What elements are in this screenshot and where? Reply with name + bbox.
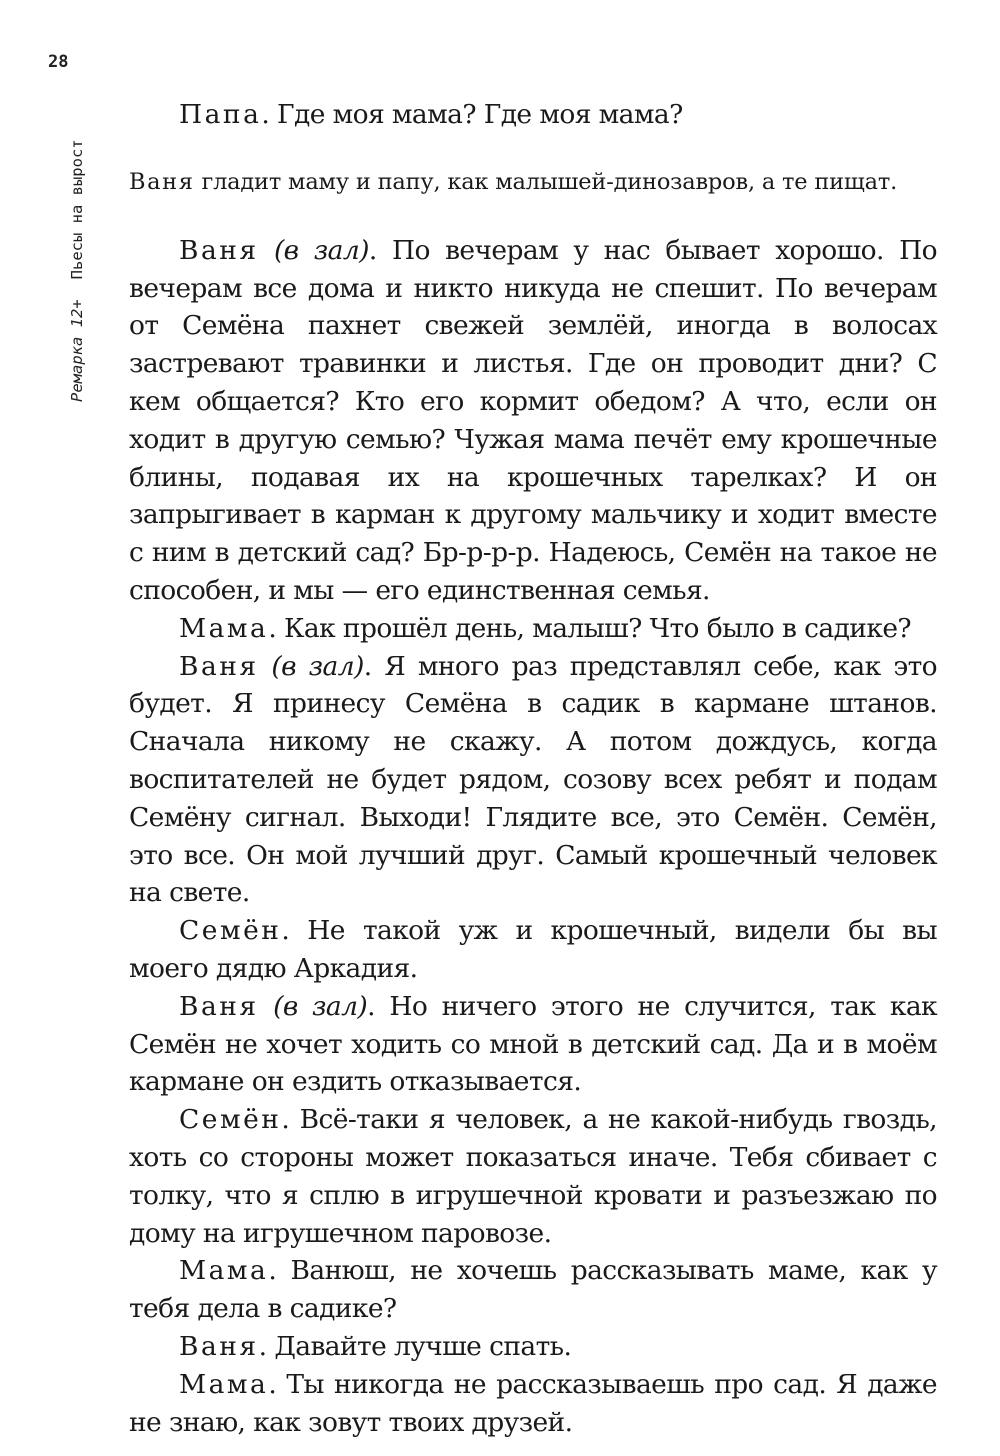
running-head [68, 139, 86, 402]
speaker-name: Семён [179, 1104, 282, 1136]
speaker-name: Семён [179, 915, 282, 947]
speech-text: По вечерам у нас бывает хорошо. По вечерам все дома и никто никуда не спешит. По вечерам от Семёна пахнет свежей землёй, иногда в волосах застревают травинки и листья. Где он проводит дни? С кем общается? Кто его кормит обедом? А что, если он ходит в другую семью? Чужая мама печёт ему крошечные блины, подавая их на крошечных тарелках? И он запрыгивает в карман к другому мальчику и ходит вместе с ним в детский сад? Бр-р-р-р. Надеюсь, Семён на такое не способен, и мы — его единственная семья. [129, 234, 937, 606]
speech-text: Но ничего этого не случится, так как Семён не хочет ходить со мной в детский сад. Да и в моём кармане он ездить отказывается. [129, 990, 937, 1098]
speech-text: Ванюш, не хочешь рассказывать маме, как у тебя дела в садике? [129, 1255, 937, 1325]
speech-text: Как прошёл день, малыш? Что было в садике? [284, 612, 912, 644]
speech-line: Мама. Ты никогда не рассказываешь про сад. Я даже не знаю, как зовут твоих друзей. [129, 1368, 937, 1438]
page-number: 28 [48, 52, 69, 72]
speech-line: Мама. Ванюш, не хочешь рассказывать маме, как у тебя дела в садике? [129, 1255, 937, 1325]
speaker-note: (в зал) [273, 990, 368, 1022]
speaker-name: Мама [179, 612, 269, 644]
speech-line: Ваня. Давайте лучше спать. [179, 1330, 572, 1362]
speech-line: Ваня (в зал). Я много раз представлял себе, как это будет. Я принесу Семёна в садик в кармане штанов. Сначала никому не скажу. А потом дождусь, когда воспитателей не будет рядом, созову всех ребят и подам Семёну сигнал. Выходи! Глядите все, это Семён. Семён, это все. Он мой лучший друг. Самый крошечный человек на свете. [129, 650, 937, 909]
speaker-name: Ваня [179, 234, 259, 266]
speaker-name: Мама [179, 1255, 269, 1287]
speaker-note: (в зал) [273, 234, 369, 266]
speech-text: Ты никогда не рассказываешь про сад. Я даже не знаю, как зовут твоих друзей. [129, 1368, 937, 1438]
speaker-name: Папа [179, 99, 262, 130]
speaker-name: Ваня [179, 1330, 259, 1362]
speech-text: Я много раз представлял себе, как это будет. Я принесу Семёна в садик в кармане штанов. Сначала никому не скажу. А потом дождусь, когда воспитателей не будет рядом, созову всех ребят и подам Семёну сигнал. Выходи! Глядите все, это Семён. Семён, это все. Он мой лучший друг. Самый крошечный человек на свете. [129, 650, 937, 909]
play-text [129, 96, 937, 1441]
speech-line: Папа. Где моя мама? Где моя мама? [179, 99, 683, 130]
running-head-series: Ремарка 12+ [68, 299, 86, 402]
speaker-name: Ваня [179, 650, 259, 682]
stage-direction [129, 167, 937, 197]
speech-line: Ваня (в зал). Но ничего этого не случится, так как Семён не хочет ходить со мной в детский сад. Да и в моём кармане он ездить отказывается. [129, 990, 937, 1098]
speech-line: Мама. Как прошёл день, малыш? Что было в садике? [179, 612, 912, 644]
speech-text: Где моя мама? Где моя мама? [277, 99, 683, 130]
stage-direction-text: гладит маму и папу, как малышей-динозавров, а те пищат. [201, 168, 898, 195]
running-head-book: Пьесы на вырост [68, 139, 86, 280]
speech-text: Всё-таки я человек, а не какой-нибудь гвоздь, хоть со стороны может показаться иначе. Тебя сбивает с толку, что я сплю в игрушечной кровати и разъезжаю по дому на игрушечном паровозе. [129, 1104, 938, 1249]
speech-line: Семён. Всё-таки я человек, а не какой-нибудь гвоздь, хоть со стороны может показаться иначе. Тебя сбивает с толку, что я сплю в игрушечной кровати и разъезжаю по дому на игрушечном паровозе. [129, 1104, 938, 1249]
speaker-name: Мама [179, 1368, 269, 1400]
stage-direction-character: Ваня [129, 168, 195, 195]
speech-text: Давайте лучше спать. [274, 1330, 572, 1362]
speaker-note: (в зал) [271, 650, 364, 682]
speech-line: Семён. Не такой уж и крошечный, видели бы вы моего дядю Аркадия. [129, 915, 937, 984]
speaker-name: Ваня [179, 990, 259, 1022]
speech-line: Ваня (в зал). По вечерам у нас бывает хорошо. По вечерам все дома и никто никуда не спешит. По вечерам от Семёна пахнет свежей землёй, иногда в волосах застревают травинки и листья. Где он проводит дни? С кем общается? Кто его кормит обедом? А что, если он ходит в другую семью? Чужая мама печёт ему крошечные блины, подавая их на крошечных тарелках? И он запрыгивает в карман к другому мальчику и ходит вместе с ним в детский сад? Бр-р-р-р. Надеюсь, Семён на такое не способен, и мы — его единственная семья. [129, 234, 937, 606]
speech-text: Не такой уж и крошечный, видели бы вы моего дядю Аркадия. [129, 915, 937, 984]
